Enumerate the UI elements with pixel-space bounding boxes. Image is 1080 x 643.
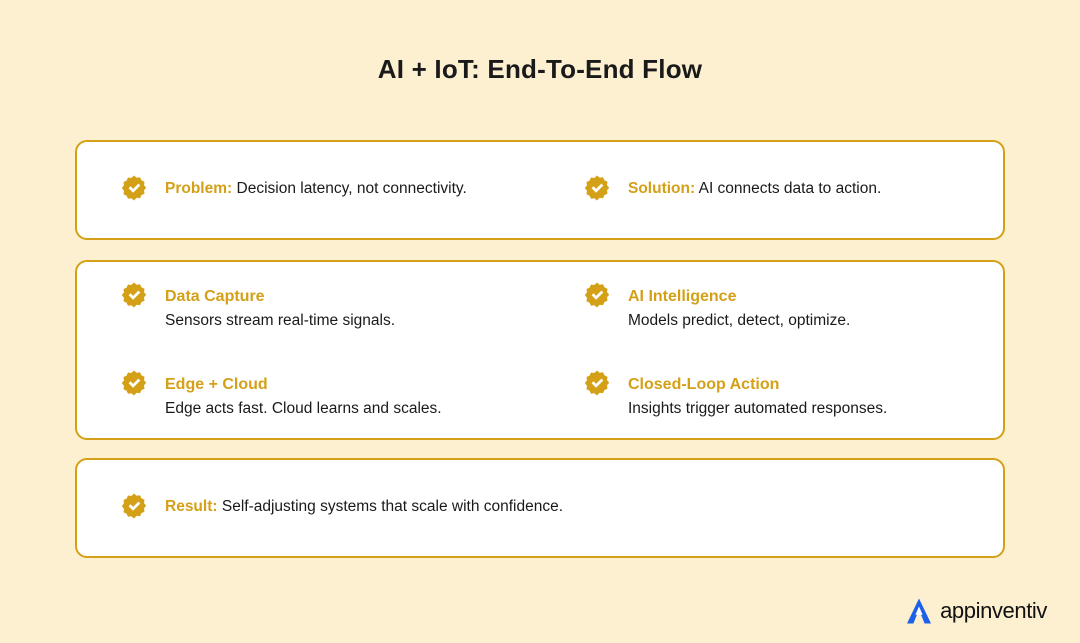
edge-cloud-description: Edge acts fast. Cloud learns and scales.	[165, 399, 442, 417]
ai-intelligence-item	[540, 280, 1003, 333]
check-badge-icon	[117, 369, 151, 403]
result-description: Self-adjusting systems that scale with confidence.	[221, 498, 564, 515]
check-badge-icon	[117, 281, 151, 315]
closed-loop-action-description: Insights trigger automated responses.	[628, 399, 888, 417]
result-card	[75, 458, 1005, 558]
pipeline-card	[75, 260, 1005, 440]
result-text	[165, 491, 563, 518]
check-badge-icon	[580, 174, 614, 208]
ai-intelligence-description: Models predict, detect, optimize.	[628, 311, 851, 329]
edge-cloud-label: Edge + Cloud	[165, 375, 268, 393]
appinventiv-logo-icon	[905, 597, 933, 625]
result-item	[77, 491, 1003, 525]
data-capture-description: Sensors stream real-time signals.	[165, 311, 395, 329]
solution-label: Solution:	[628, 180, 696, 197]
brand-name: appinventiv	[940, 598, 1047, 623]
problem-solution-card	[75, 140, 1005, 240]
ai-intelligence-text	[628, 280, 850, 333]
check-badge-icon	[580, 369, 614, 403]
check-badge-icon	[580, 281, 614, 315]
edge-cloud-text	[165, 368, 442, 421]
data-capture-label: Data Capture	[165, 287, 265, 305]
result-label: Result:	[165, 498, 218, 515]
check-badge-icon	[117, 174, 151, 208]
closed-loop-action-text	[628, 368, 887, 421]
problem-description: Decision latency, not connectivity.	[236, 180, 467, 197]
solution-item	[540, 173, 1003, 207]
data-capture-item	[77, 280, 540, 333]
closed-loop-action-item	[540, 368, 1003, 421]
solution-description: AI connects data to action.	[698, 180, 882, 197]
problem-item	[77, 173, 540, 207]
brand-logo	[905, 597, 1047, 625]
problem-text	[165, 173, 467, 200]
check-badge-icon	[117, 492, 151, 526]
edge-cloud-item	[77, 368, 540, 421]
closed-loop-action-label: Closed-Loop Action	[628, 375, 780, 393]
solution-text	[628, 173, 881, 200]
ai-intelligence-label: AI Intelligence	[628, 287, 737, 305]
problem-label: Problem:	[165, 180, 233, 197]
page-title: AI + IoT: End-To-End Flow	[377, 54, 703, 84]
data-capture-text	[165, 280, 395, 333]
